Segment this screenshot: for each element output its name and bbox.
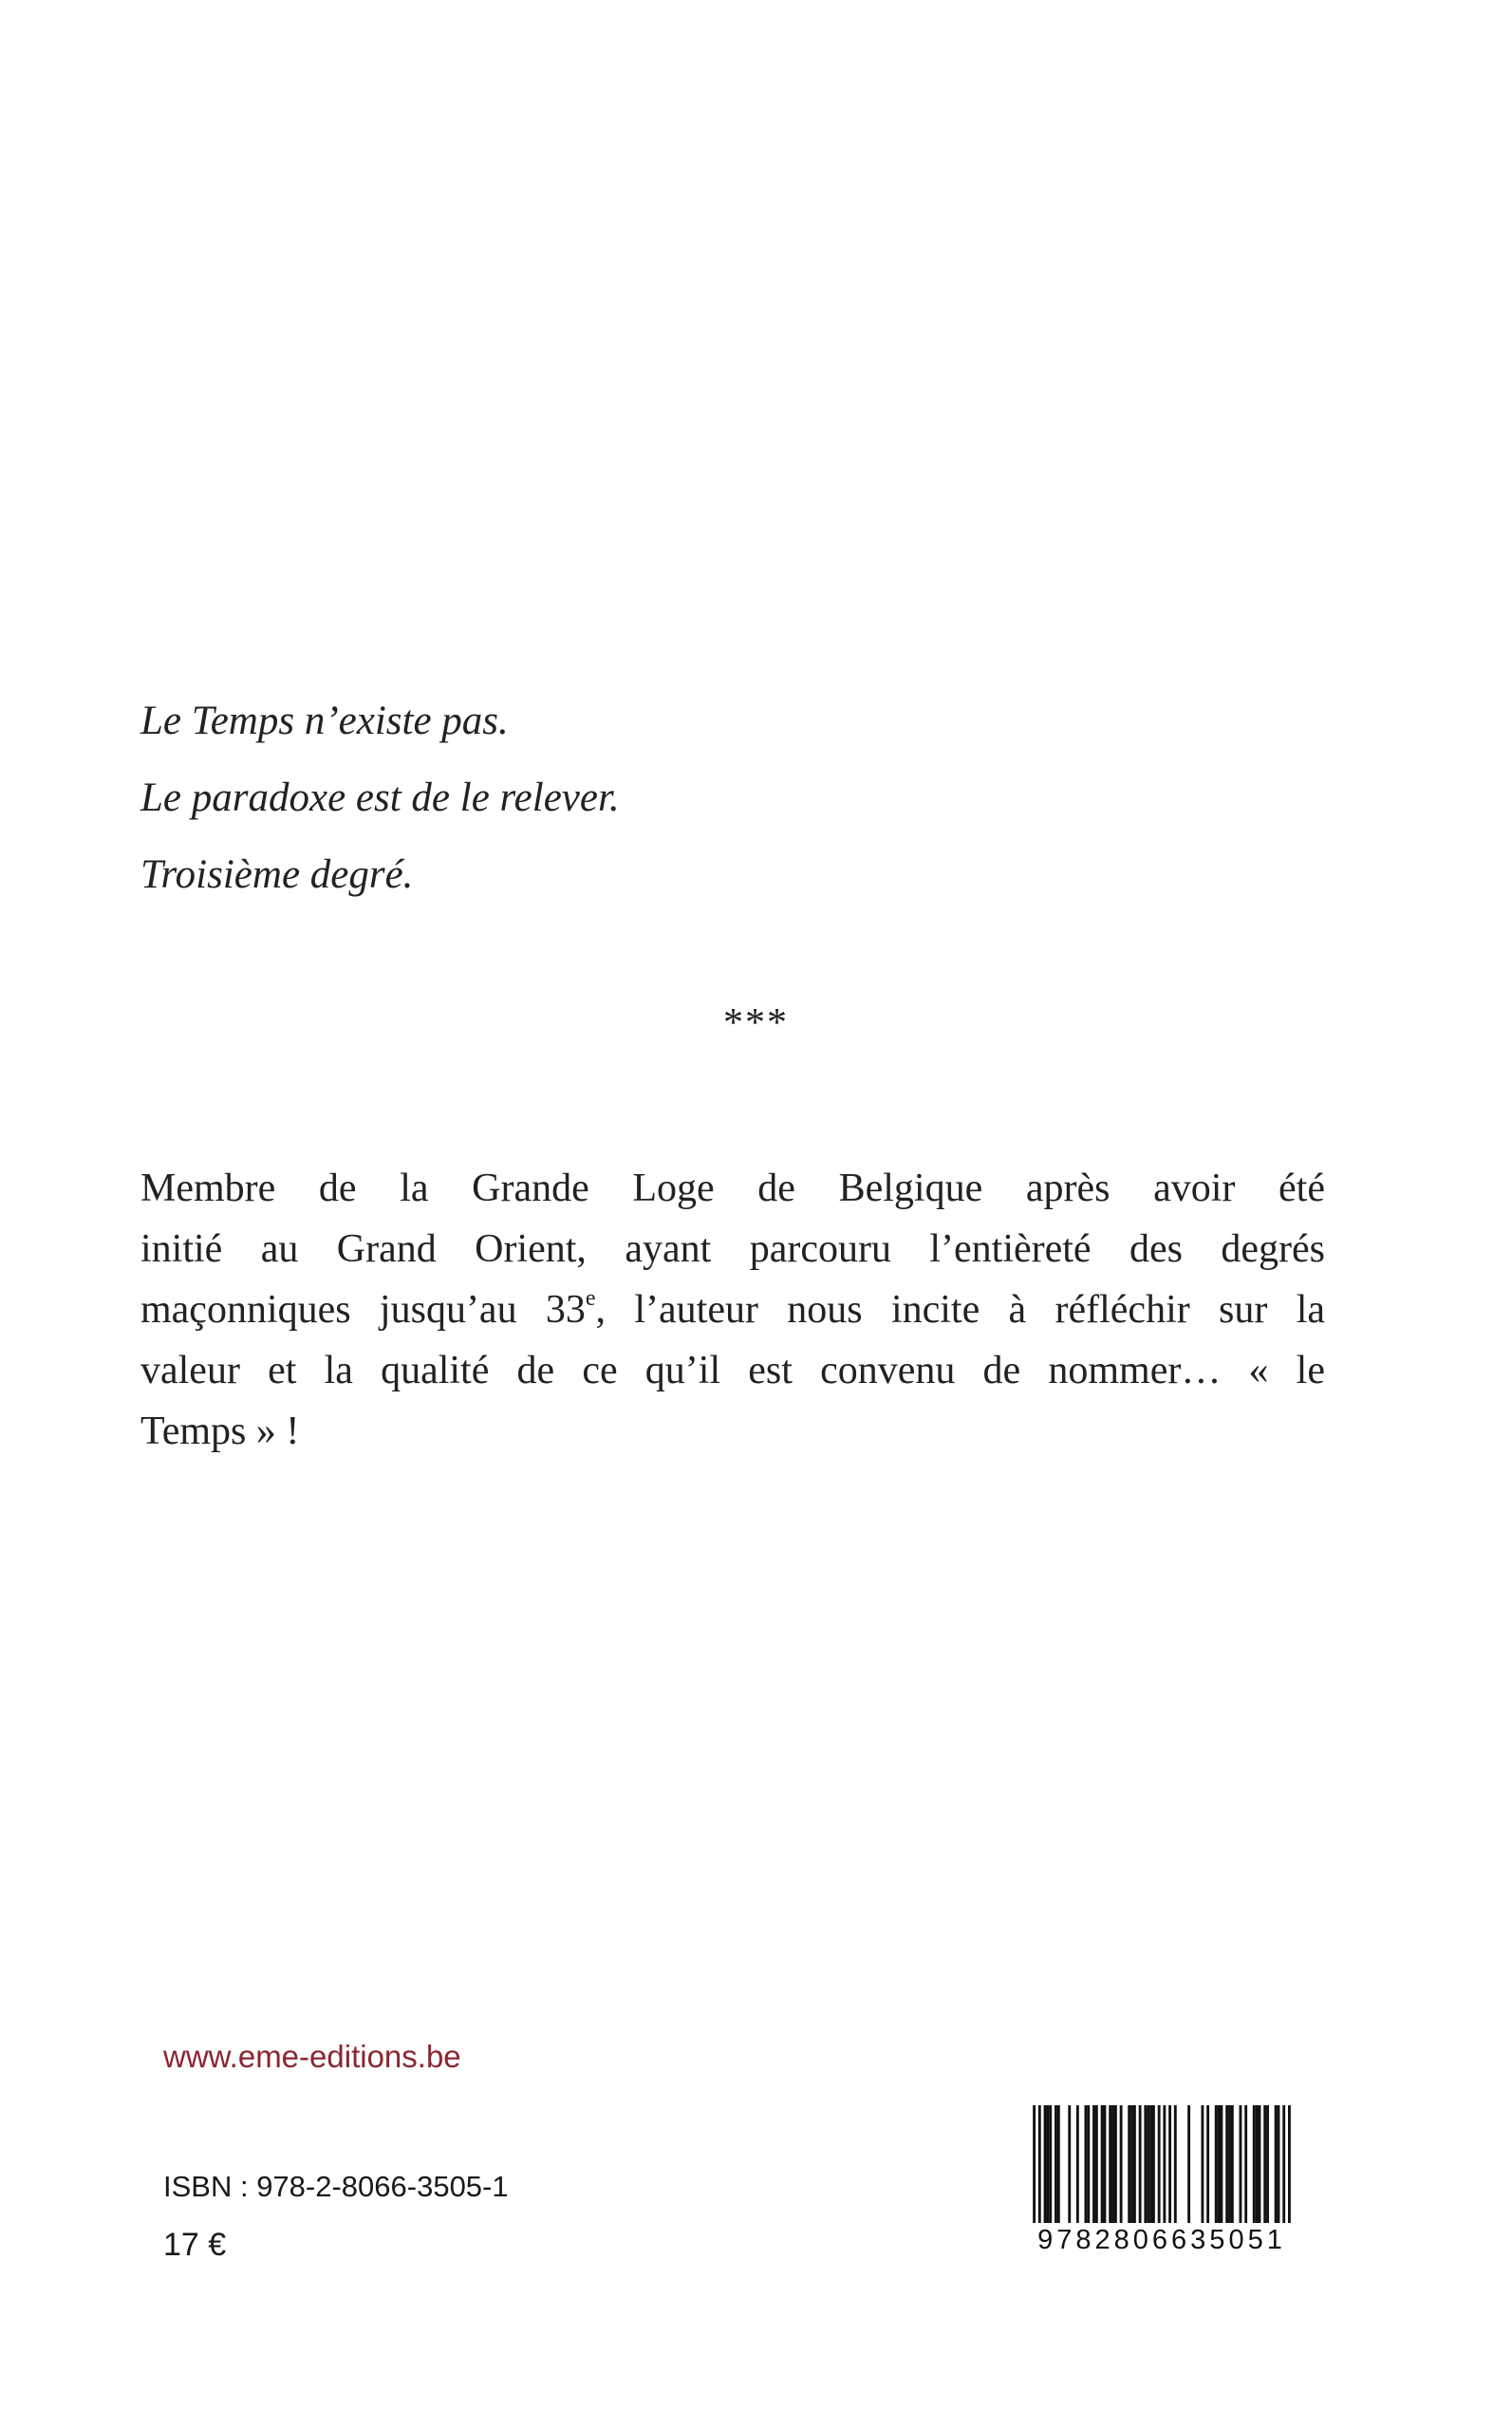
barcode-bar: [1109, 2105, 1111, 2223]
barcode-bar: [1218, 2105, 1221, 2223]
isbn-number: ISBN : 978-2-8066-3505-1: [163, 2170, 509, 2203]
barcode-bar: [1253, 2105, 1256, 2223]
barcode-bar: [1163, 2105, 1166, 2236]
barcode-bar: [1256, 2105, 1259, 2223]
blurb-line-3: [140, 1279, 1325, 1340]
barcode-bar: [1128, 2105, 1130, 2223]
isbn-barcode: [1019, 2105, 1304, 2257]
epigraph-line-2: Le paradoxe est de le relever.: [140, 775, 620, 820]
barcode-bar: [1201, 2105, 1204, 2223]
barcode-bar: [1130, 2105, 1133, 2223]
publisher-website: www.eme-editions.be: [163, 2039, 461, 2074]
barcode-bar: [1263, 2105, 1266, 2223]
barcode-bar: [1087, 2105, 1090, 2223]
epigraph-line-1: Le Temps n’existe pas.: [140, 699, 509, 743]
barcode-bar: [1174, 2105, 1177, 2223]
blurb-line-4: valeur et la qualité de ce qu’il est convenu de nommer… « le: [140, 1349, 1325, 1392]
epigraph: [140, 693, 995, 924]
back-cover-blurb: [140, 1158, 1325, 1462]
barcode-bar: [1282, 2105, 1285, 2236]
blurb-line-3-end: , l’auteur nous incite à réfléchir sur la: [595, 1288, 1326, 1332]
barcode-bar: [1240, 2105, 1242, 2223]
barcode-bar: [1057, 2105, 1060, 2223]
barcode-bar: [1076, 2105, 1079, 2223]
barcode-bar: [1044, 2105, 1047, 2223]
barcode-bar: [1104, 2105, 1107, 2223]
section-separator: ***: [723, 1001, 789, 1045]
blurb-line-3-start: maçonniques jusqu’au 33: [140, 1288, 586, 1332]
barcode-bar: [1144, 2105, 1147, 2223]
barcode-bar: [1278, 2105, 1280, 2223]
barcode-bar: [1215, 2105, 1218, 2223]
barcode-bar: [1228, 2105, 1231, 2223]
barcode-bar: [1139, 2105, 1142, 2223]
epigraph-line-3: Troisième degré.: [140, 852, 414, 897]
barcode-bar: [1225, 2105, 1228, 2223]
barcode-bar: [1092, 2105, 1095, 2223]
barcode-bar: [1152, 2105, 1155, 2223]
barcode-digits: 9782806635051: [1019, 2223, 1304, 2257]
barcode-bar: [1259, 2105, 1261, 2223]
barcode-bar: [1168, 2105, 1171, 2223]
blurb-line-2: initié au Grand Orient, ayant parcouru l’entièreté des degrés: [140, 1227, 1325, 1271]
barcode-bar: [1231, 2105, 1234, 2223]
barcode-bar: [1220, 2105, 1223, 2223]
barcode-bar: [1149, 2105, 1152, 2223]
barcode-bar: [1133, 2105, 1136, 2223]
barcode-bar: [1147, 2105, 1149, 2223]
barcode-bar: [1266, 2105, 1269, 2223]
barcode-bar: [1244, 2105, 1247, 2223]
degree-superscript: e: [585, 1286, 596, 1311]
barcode-bar: [1206, 2105, 1209, 2223]
barcode-bar: [1033, 2105, 1036, 2236]
blurb-line-1: Membre de la Grande Loge de Belgique après avoir été: [140, 1167, 1325, 1210]
barcode-bar: [1187, 2105, 1190, 2223]
barcode-bar: [1095, 2105, 1098, 2223]
barcode-bar: [1038, 2105, 1041, 2236]
barcode-bar: [1046, 2105, 1049, 2223]
price-label: 17 €: [163, 2227, 227, 2263]
barcode-bar: [1049, 2105, 1052, 2223]
barcode-bar: [1111, 2105, 1114, 2223]
barcode-bar: [1068, 2105, 1071, 2223]
barcode-bar: [1288, 2105, 1291, 2236]
barcode-bar: [1084, 2105, 1087, 2223]
barcode-bar: [1120, 2105, 1123, 2223]
barcode-bar: [1055, 2105, 1057, 2223]
barcode-bar: [1275, 2105, 1278, 2223]
barcode-bar: [1114, 2105, 1117, 2223]
barcode-bar: [1101, 2105, 1104, 2223]
blurb-line-5: Temps » !: [140, 1410, 300, 1453]
barcode-bar: [1158, 2105, 1161, 2236]
